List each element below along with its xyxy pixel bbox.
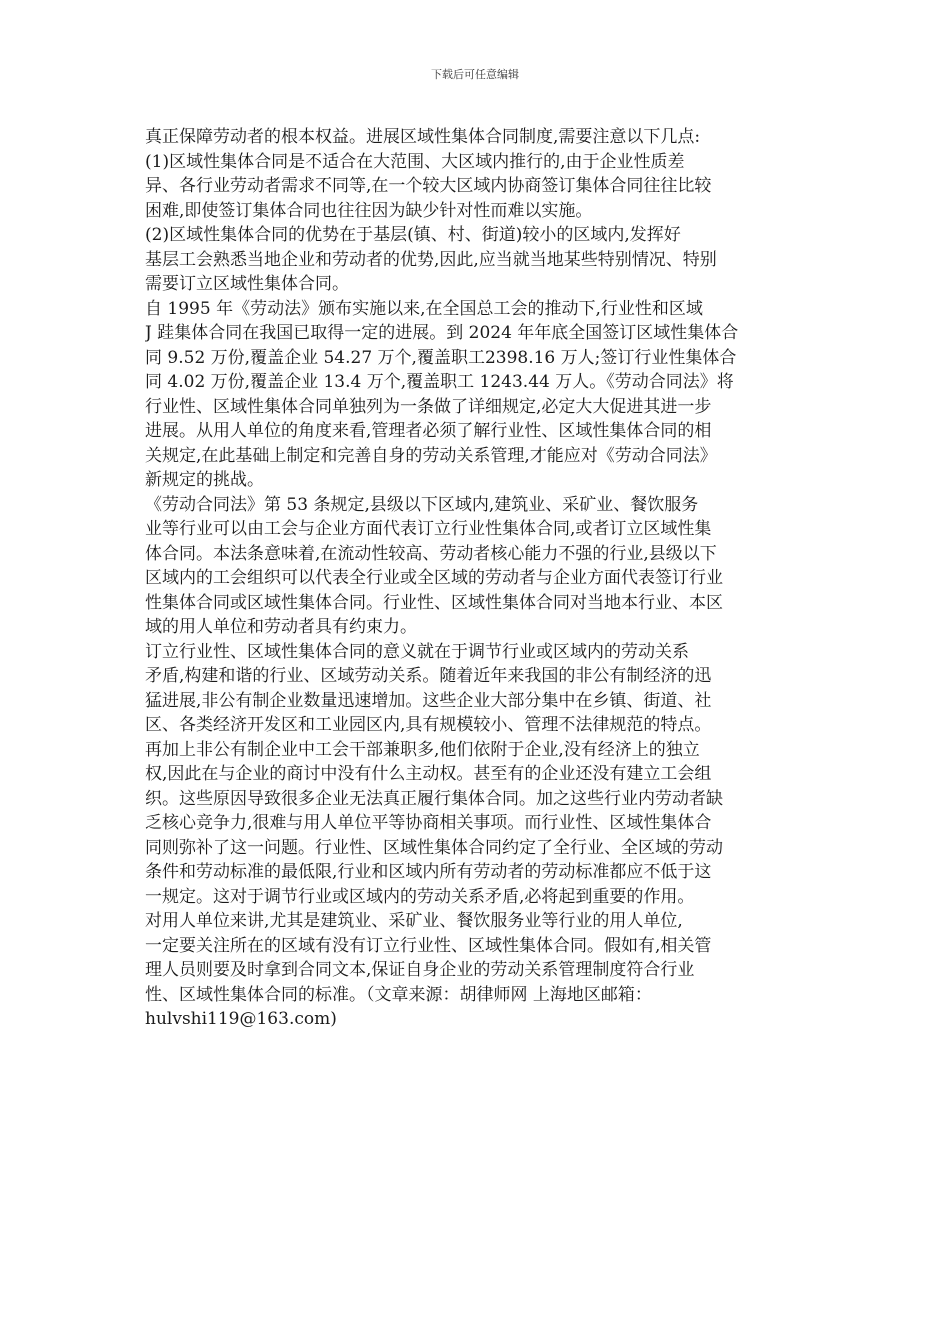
text-line: (1)区域性集体合同是不适合在大范围、大区域内推行的,由于企业性质差	[145, 151, 685, 172]
text-line: 进展。从用人单位的角度来看,管理者必须了解行业性、区域性集体合同的相	[145, 421, 712, 441]
text-line: 需要订立区域性集体合同。	[145, 274, 349, 294]
text-line: 织。这些原因导致很多企业无法真正履行集体合同。加之这些行业内劳动者缺	[145, 788, 723, 809]
text-line: 性集体合同或区域性集体合同。行业性、区域性集体合同对当地本行业、本区	[145, 592, 723, 613]
text-line: 乏核心竞争力,很难与用人单位平等协商相关事项。而行业性、区域性集体合	[145, 813, 712, 833]
document-body	[145, 125, 810, 1032]
text-line: 猛进展,非公有制企业数量迅速增加。这些企业大部分集中在乡镇、街道、社	[145, 690, 712, 711]
text-line: 新规定的挑战。	[145, 470, 264, 490]
text-line: 困难,即使签订集体合同也往往因为缺少针对性而难以实施。	[145, 200, 593, 221]
text-line: hulvshi119@163.com)	[145, 1009, 337, 1029]
text-line: 对用人单位来讲,尤其是建筑业、采矿业、餐饮服务业等行业的用人单位,	[145, 911, 683, 931]
text-line: 同 9.52 万份,覆盖企业 54.27 万个,覆盖职工2398.16 万人;签订行业性集体合	[145, 347, 737, 368]
text-line: 矛盾,构建和谐的行业、区域劳动关系。随着近年来我国的非公有制经济的迅	[145, 666, 712, 686]
text-line: 关规定,在此基础上制定和完善自身的劳动关系管理,才能应对《劳动合同法》	[145, 445, 717, 466]
text-line: 体合同。本法条意味着,在流动性较高、劳动者核心能力不强的行业,县级以下	[145, 543, 717, 564]
text-line: 一规定。这对于调节行业或区域内的劳动关系矛盾,必将起到重要的作用。	[145, 886, 695, 907]
text-line: 区、各类经济开发区和工业园区内,具有规模较小、管理不法律规范的特点。	[145, 715, 712, 735]
text-line: 《劳动合同法》第 53 条规定,县级以下区域内,建筑业、采矿业、餐饮服务	[145, 494, 699, 515]
text-line: 一定要关注所在的区域有没有订立行业性、区域性集体合同。假如有,相关管	[145, 935, 712, 956]
text-line: 性、区域性集体合同的标准。（文章来源：胡律师网 上海地区邮箱：	[145, 984, 652, 1005]
text-line: 域的用人单位和劳动者具有约束力。	[145, 617, 417, 637]
text-line: 订立行业性、区域性集体合同的意义就在于调节行业或区域内的劳动关系	[145, 641, 689, 662]
text-line: 条件和劳动标准的最低限,行业和区域内所有劳动者的劳动标准都应不低于这	[145, 862, 712, 882]
text-line: J 跬集体合同在我国已取得一定的进展。到 2024 年年底全国签订区域性集体合	[145, 323, 739, 343]
text-line: 同则弥补了这一问题。行业性、区域性集体合同约定了全行业、全区域的劳动	[145, 837, 723, 858]
text-line: 区域内的工会组织可以代表全行业或全区域的劳动者与企业方面代表签订行业	[145, 568, 723, 588]
text-line: 自 1995 年《劳动法》颁布实施以来,在全国总工会的推动下,行业性和区域	[145, 298, 703, 319]
text-line: 真正保障劳动者的根本权益。进展区域性集体合同制度,需要注意以下几点:	[145, 127, 701, 147]
text-line: 业等行业可以由工会与企业方面代表订立行业性集体合同,或者订立区域性集	[145, 519, 712, 539]
text-line: 基层工会熟悉当地企业和劳动者的优势,因此,应当就当地某些特别情况、特别	[145, 249, 717, 270]
text-line: 同 4.02 万份,覆盖企业 13.4 万个,覆盖职工 1243.44 万人。《劳动合同法》将	[145, 372, 734, 392]
text-line: 权,因此在与企业的商讨中没有什么主动权。甚至有的企业还没有建立工会组	[145, 764, 712, 784]
text-line: 异、各行业劳动者需求不同等,在一个较大区域内协商签订集体合同往往比较	[145, 176, 712, 196]
text-line: 行业性、区域性集体合同单独列为一条做了详细规定,必定大大促进其进一步	[145, 396, 712, 417]
page-header: 下载后可任意编辑	[431, 68, 519, 81]
text-line: 理人员则要及时拿到合同文本,保证自身企业的劳动关系管理制度符合行业	[145, 960, 695, 980]
text-line: 再加上非公有制企业中工会干部兼职多,他们依附于企业,没有经济上的独立	[145, 739, 700, 760]
text-line: (2)区域性集体合同的优势在于基层(镇、村、街道)较小的区域内,发挥好	[145, 225, 681, 245]
